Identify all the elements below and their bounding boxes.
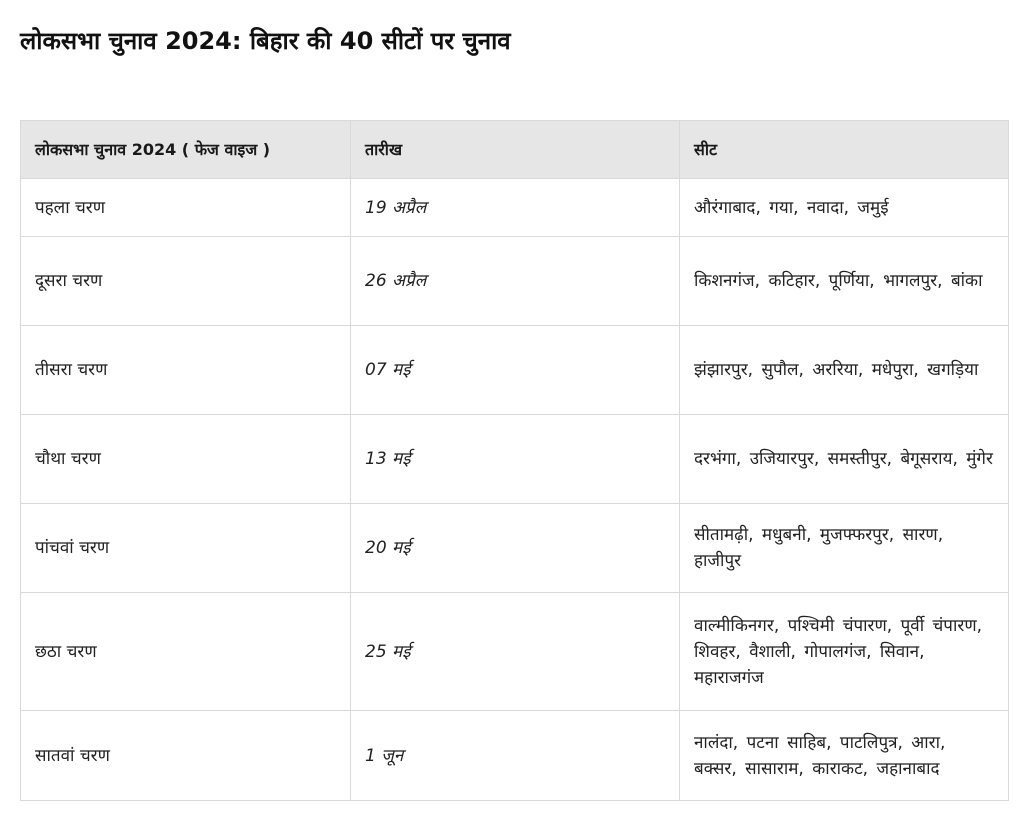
date-cell: 13 मई [351,415,680,504]
date-cell: 25 मई [351,593,680,711]
seats-cell: औरंगाबाद, गया, नवादा, जमुई [680,179,1009,237]
phase-cell: पांचवां चरण [21,504,351,593]
table-header-row [21,121,1009,179]
header-seats: सीट [680,121,1009,179]
seats-cell: दरभंगा, उजियारपुर, समस्तीपुर, बेगूसराय, मुंगेर [680,415,1009,504]
phase-cell: छठा चरण [21,593,351,711]
phase-cell: चौथा चरण [21,415,351,504]
date-cell: 07 मई [351,326,680,415]
seats-cell: नालंदा, पटना साहिब, पाटलिपुत्र, आरा, बक्सर, सासाराम, काराकट, जहानाबाद [680,711,1009,801]
header-phase: लोकसभा चुनाव 2024 ( फेज वाइज ) [21,121,351,179]
table-row [21,237,1009,326]
table-row [21,179,1009,237]
date-cell: 1 जून [351,711,680,801]
seats-cell: झंझारपुर, सुपौल, अररिया, मधेपुरा, खगड़िया [680,326,1009,415]
table-row [21,415,1009,504]
phase-cell: दूसरा चरण [21,237,351,326]
table-row [21,326,1009,415]
date-cell: 19 अप्रैल [351,179,680,237]
seats-cell: किशनगंज, कटिहार, पूर्णिया, भागलपुर, बांका [680,237,1009,326]
table-row [21,504,1009,593]
phase-cell: सातवां चरण [21,711,351,801]
table-row [21,593,1009,711]
phase-cell: पहला चरण [21,179,351,237]
table-row [21,711,1009,801]
seats-cell: वाल्मीकिनगर, पश्चिमी चंपारण, पूर्वी चंपारण, शिवहर, वैशाली, गोपालगंज, सिवान, महाराजगंज [680,593,1009,711]
date-cell: 20 मई [351,504,680,593]
date-cell: 26 अप्रैल [351,237,680,326]
phase-cell: तीसरा चरण [21,326,351,415]
page-title: लोकसभा चुनाव 2024: बिहार की 40 सीटों पर चुनाव [20,27,511,55]
election-phase-table [20,120,1009,801]
seats-cell: सीतामढ़ी, मधुबनी, मुजफ्फरपुर, सारण, हाजीपुर [680,504,1009,593]
header-date: तारीख [351,121,680,179]
